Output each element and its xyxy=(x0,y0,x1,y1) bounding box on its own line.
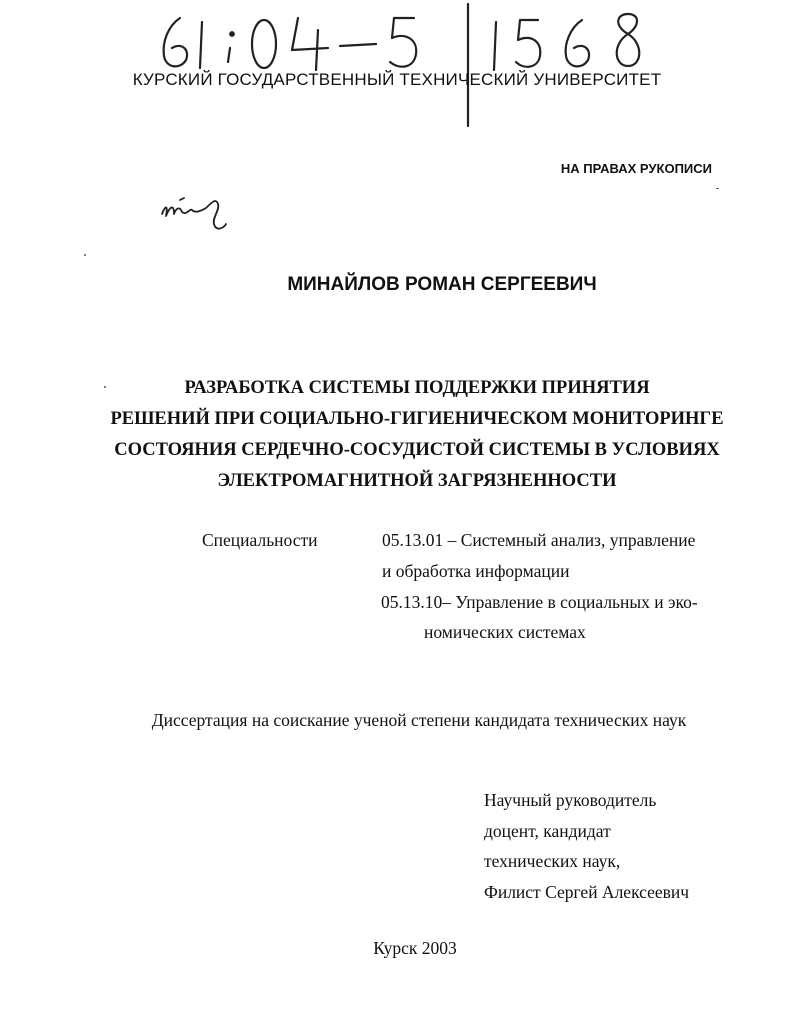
handwritten-signature xyxy=(158,186,236,234)
supervisor-line: Научный руководитель xyxy=(484,790,657,810)
supervisor-block xyxy=(484,785,689,907)
scan-speck xyxy=(104,386,106,388)
supervisor-line: технических наук, xyxy=(484,851,621,871)
title-line: ЭЛЕКТРОМАГНИТНОЙ ЗАГРЯЗНЕННОСТИ xyxy=(217,471,617,491)
specialty-line: и обработка информации xyxy=(382,561,570,581)
scan-speck xyxy=(716,188,719,189)
university-name: КУРСКИЙ ГОСУДАРСТВЕННЫЙ ТЕХНИЧЕСКИЙ УНИВЕРСИТЕТ xyxy=(132,70,662,89)
supervisor-line: доцент, кандидат xyxy=(484,820,611,841)
specialty-line: номических системах xyxy=(424,622,586,642)
title-line: СОСТОЯНИЯ СЕРДЕЧНО-СОСУДИСТОЙ СИСТЕМЫ В УСЛОВИЯХ xyxy=(114,440,720,460)
title-line: РАЗРАБОТКА СИСТЕМЫ ПОДДЕРЖКИ ПРИНЯТИЯ xyxy=(184,378,650,398)
author-name: МИНАЙЛОВ РОМАН СЕРГЕЕВИЧ xyxy=(287,274,597,295)
specialty-line: 05.13.10– Управление в социальных и эко- xyxy=(381,592,698,612)
specialties-label: Специальности xyxy=(202,530,318,550)
dissertation-note: Диссертация на соискание ученой степени кандидата технических наук xyxy=(151,710,687,730)
specialty-line: 05.13.01 – Системный анализ, управление xyxy=(382,530,696,550)
supervisor-line: Филист Сергей Алексеевич xyxy=(484,881,690,902)
handwritten-slash-stroke xyxy=(465,2,471,128)
dissertation-title xyxy=(110,373,724,497)
rights-note: НА ПРАВАХ РУКОПИСИ xyxy=(560,161,712,176)
title-line: РЕШЕНИЙ ПРИ СОЦИАЛЬНО-ГИГИЕНИЧЕСКОМ МОНИТОРИНГЕ xyxy=(110,409,724,429)
scan-speck xyxy=(84,254,86,256)
place-and-year: Курск 2003 xyxy=(373,938,457,958)
